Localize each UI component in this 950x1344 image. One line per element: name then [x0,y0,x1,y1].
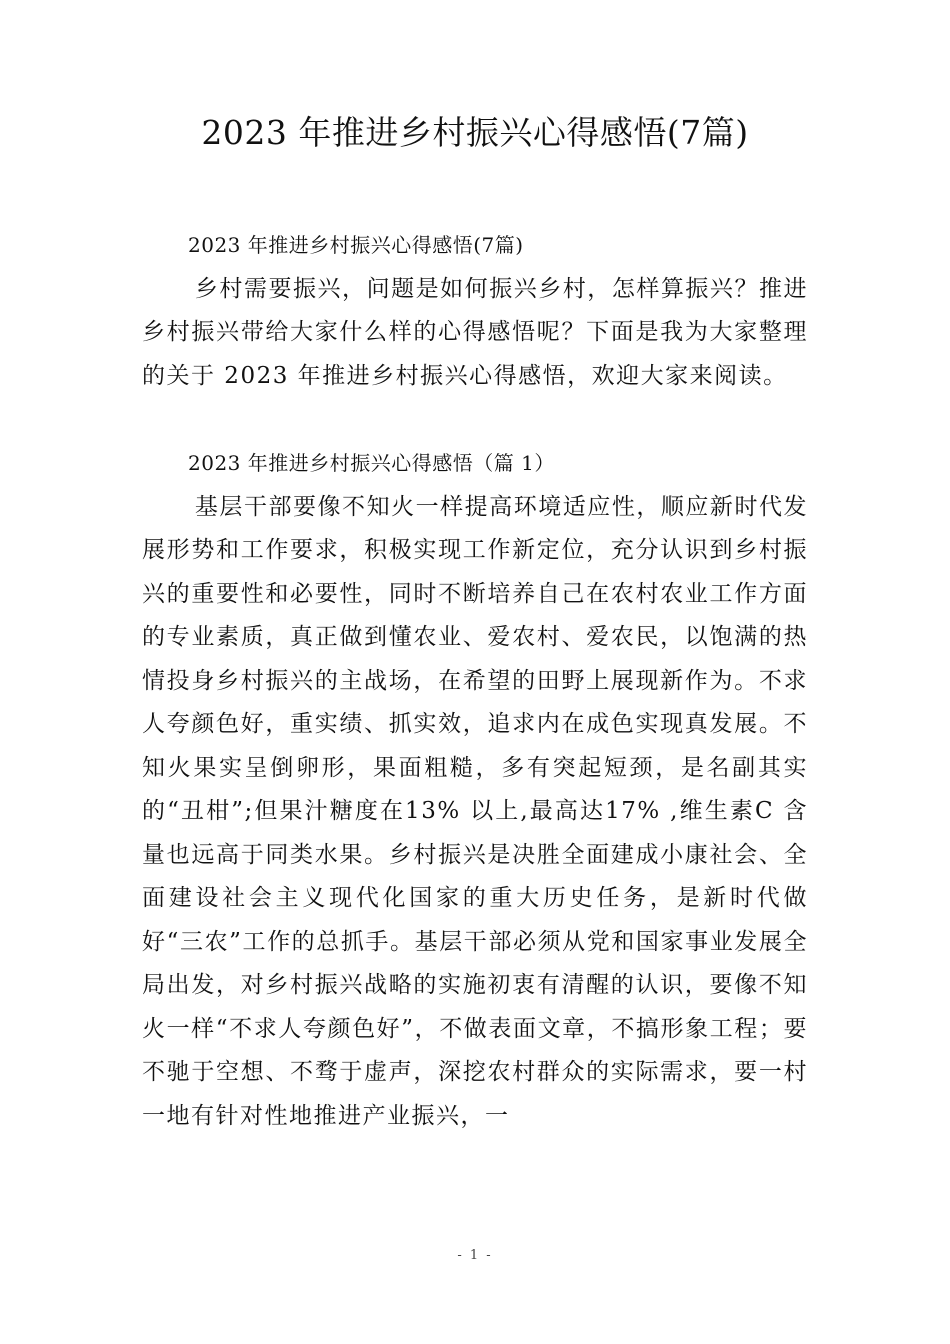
section-1-paragraph: 基层干部要像不知火一样提高环境适应性，顺应新时代发展形势和工作要求，积极实现工作新定位，充分认识到乡村振兴的重要性和必要性，同时不断培养自己在农村农业工作方面的专业素质，真正做到懂农业、爱农村、爱农民，以饱满的热情投身乡村振兴的主战场，在希望的田野上展现新作为。不求人夸颜色好，重实绩、抓实效，追求内在成色实现真发展。不知火果实呈倒卵形，果面粗糙，多有突起短颈，是名副其实的“丑柑”;但果汁糖度在13% 以上,最高达17% ,维生素C 含量也远高于同类水果。乡村振兴是决胜全面建成小康社会、全面建设社会主义现代化国家的重大历史任务，是新时代做好“三农”工作的总抓手。基层干部必须从党和国家事业发展全局出发，对乡村振兴战略的实施初衷有清醒的认识，要像不知火一样“不求人夸颜色好”，不做表面文章，不搞形象工程；要不驰于空想、不骛于虚声，深挖农村群众的实际需求，要一村一地有针对性地推进产业振兴，一 [142,493,808,1129]
document-title: 2023 年推进乡村振兴心得感悟(7篇) [201,113,749,152]
intro-paragraph: 乡村需要振兴，问题是如何振兴乡村，怎样算振兴？推进乡村振兴带给大家什么样的心得感悟呢？下面是我为大家整理的关于 2023 年推进乡村振兴心得感悟，欢迎大家来阅读。 [142,275,808,389]
subtitle-heading: 2023 年推进乡村振兴心得感悟(7篇) [188,233,524,257]
document-body [142,224,808,1138]
section-1-heading: 2023 年推进乡村振兴心得感悟（篇 1） [188,451,555,475]
page-number: - 1 - [457,1248,493,1263]
paragraph-gap [142,398,808,442]
